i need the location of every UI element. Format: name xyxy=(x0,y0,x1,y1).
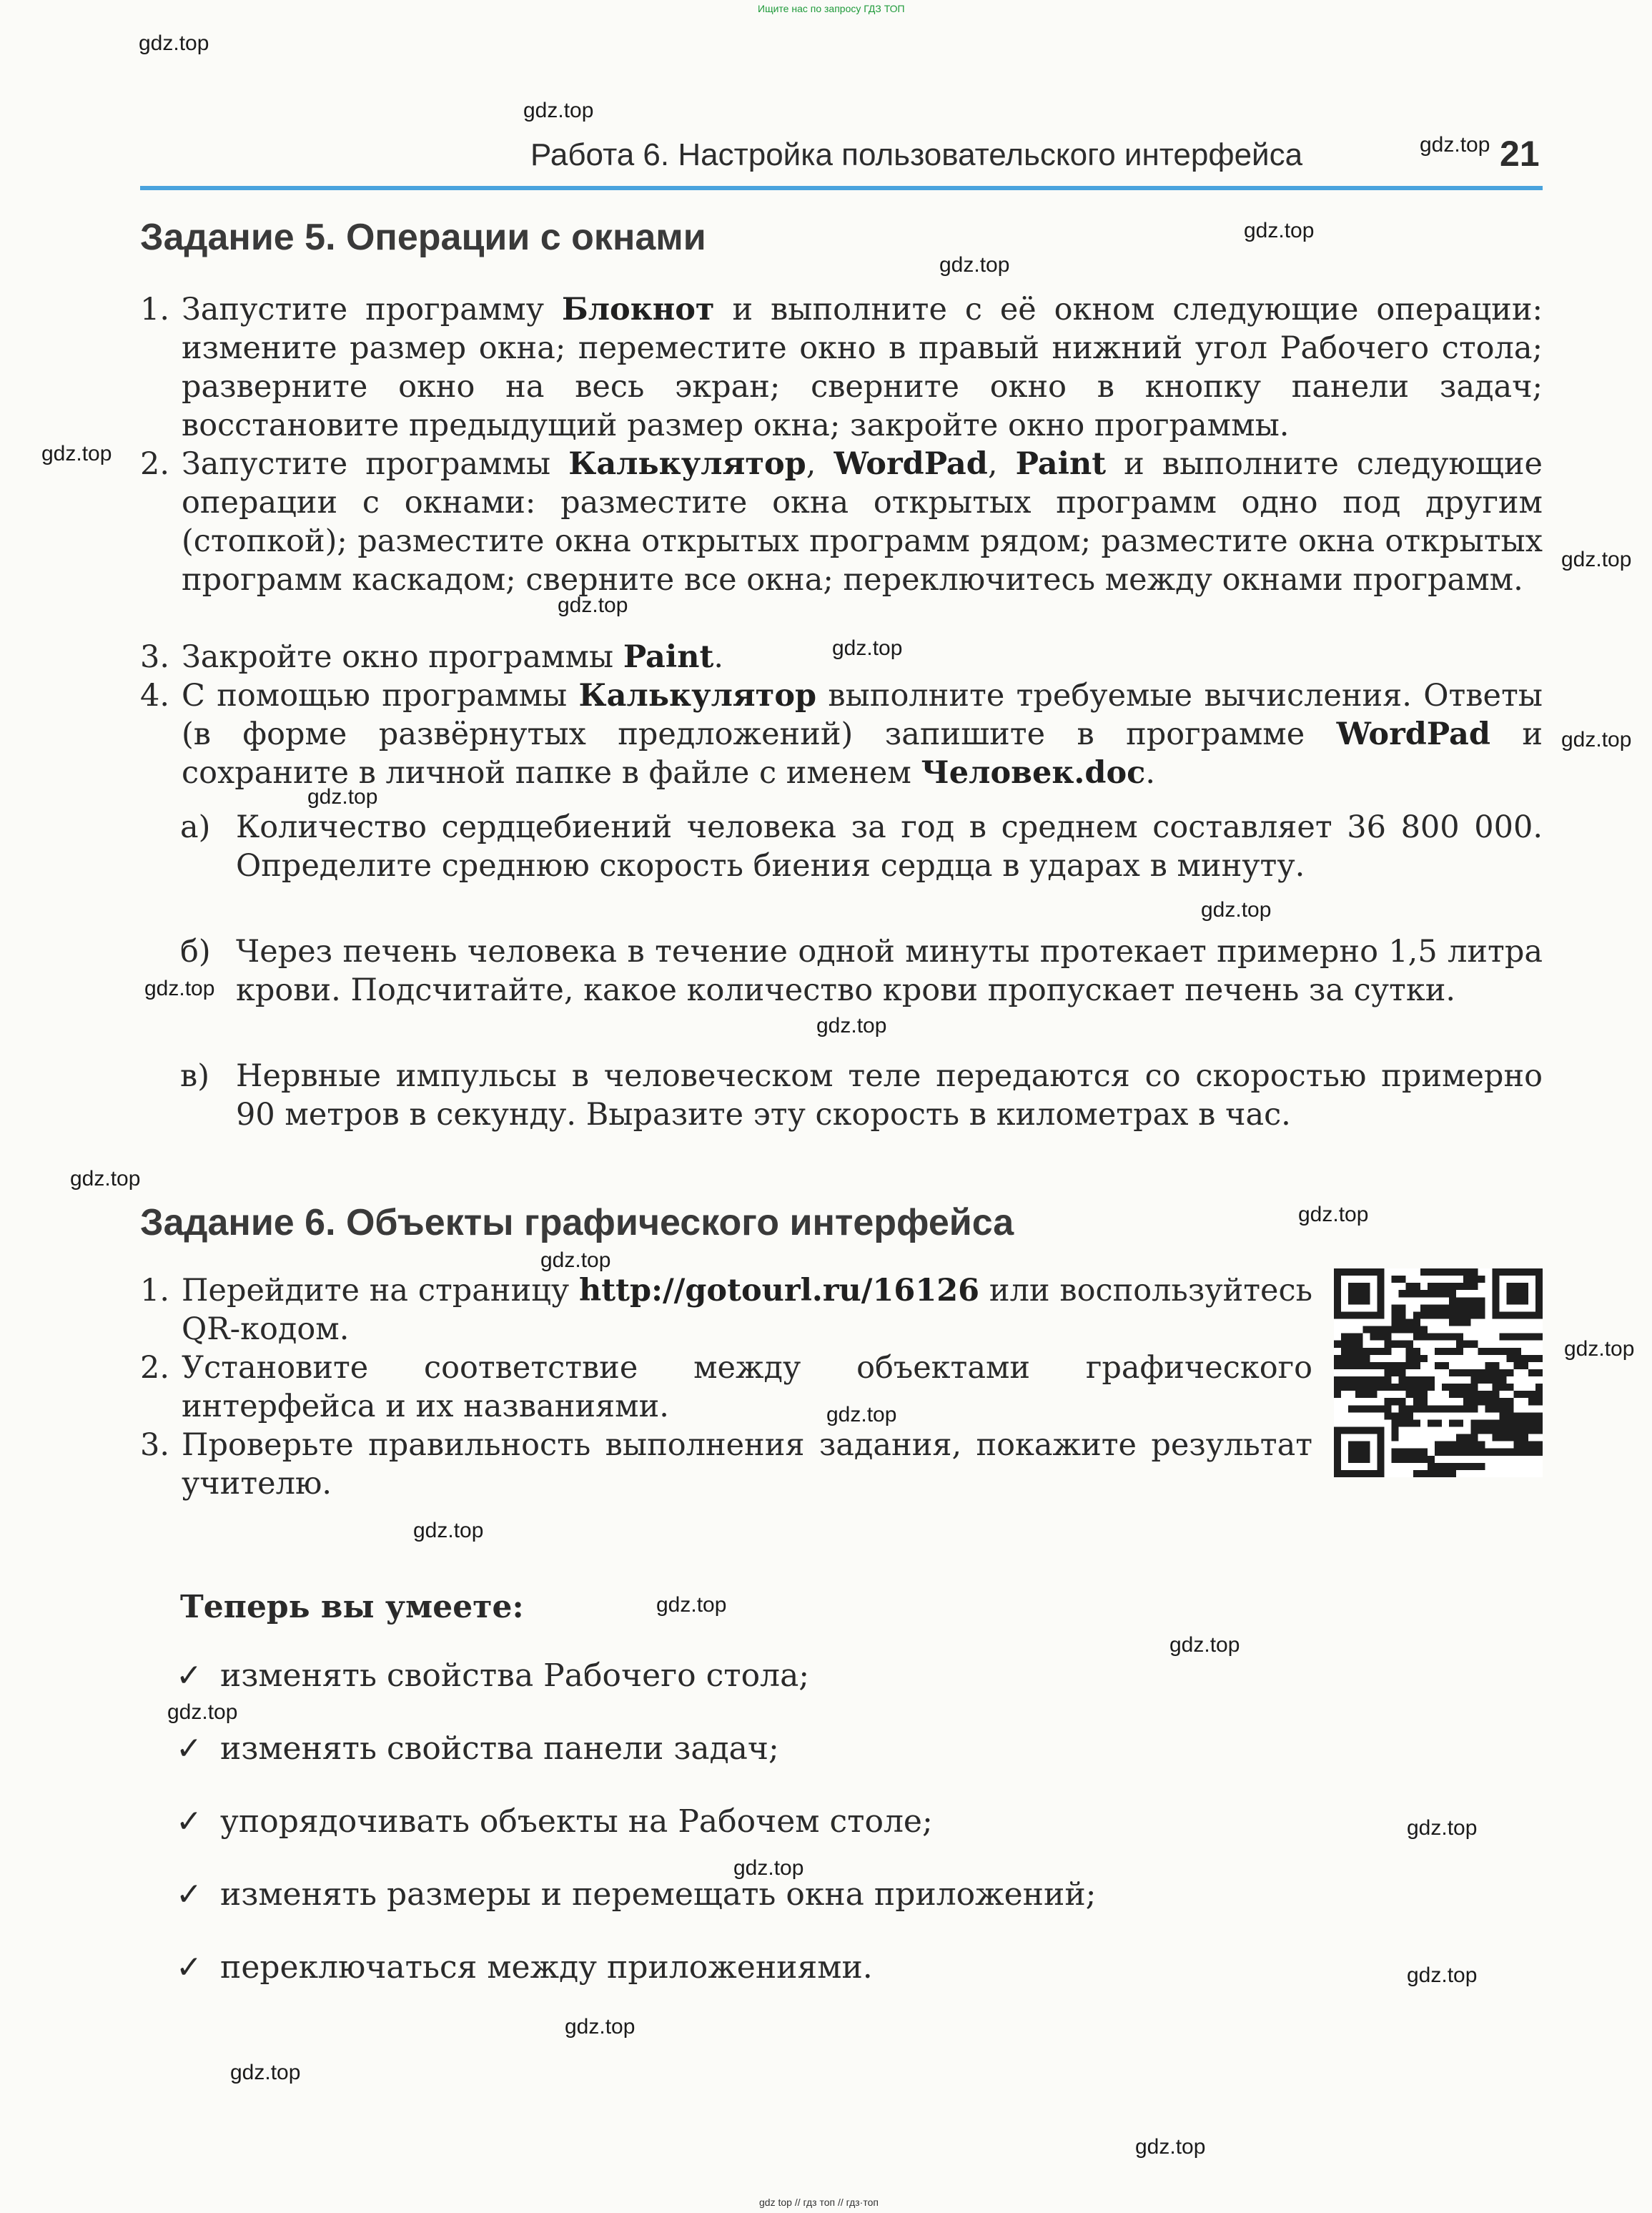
skill-text: переключаться между приложениями. xyxy=(220,1949,873,1986)
task5-subitem xyxy=(180,1057,1543,1134)
skill-text: изменять свойства Рабочего стола; xyxy=(220,1657,810,1694)
watermark: gdz.top xyxy=(523,99,594,122)
item-text: Запустите программу Блокнот и выполните с её окном следующие операции: измените размер окна; переместите окно в правый нижний угол Рабочего стола; разверните окно на весь экран; сверните окно в кнопку панели задач; восстановите предыдущий размер окна; закройте окно программы. xyxy=(182,292,1543,443)
watermark: gdz.top xyxy=(1201,898,1272,922)
item-number: 1. xyxy=(140,1273,170,1308)
checkmark-icon: ✓ xyxy=(176,1657,202,1694)
qr-code-image xyxy=(1334,1268,1543,1477)
task5-item xyxy=(140,290,1543,445)
watermark: gdz.top xyxy=(41,442,112,465)
watermark: gdz.top xyxy=(167,1700,238,1724)
watermark: gdz.top xyxy=(540,1248,611,1272)
watermark: gdz.top xyxy=(826,1403,897,1426)
skill-item xyxy=(176,1730,779,1767)
item-number: 3. xyxy=(140,639,170,675)
watermark: gdz.top xyxy=(1561,548,1632,571)
watermark: gdz.top xyxy=(939,253,1010,277)
header-rule xyxy=(140,186,1543,190)
task5-title: Задание 5. Операции с окнами xyxy=(140,217,706,258)
watermark: gdz.top xyxy=(832,636,903,660)
task5-item xyxy=(140,676,1543,792)
subitem-letter: а) xyxy=(180,809,211,845)
page-number: 21 xyxy=(1500,134,1540,174)
watermark: gdz.top xyxy=(70,1167,141,1191)
item-text: Проверьте правильность выполнения задания, покажите результат учителю. xyxy=(182,1427,1312,1502)
checkmark-icon: ✓ xyxy=(176,1803,202,1840)
watermark: gdz.top xyxy=(1407,1816,1478,1840)
item-number: 3. xyxy=(140,1427,170,1463)
watermark: gdz.top xyxy=(1298,1203,1369,1226)
skill-text: упорядочивать объекты на Рабочем столе; xyxy=(220,1803,933,1840)
task6-item xyxy=(140,1271,1312,1349)
watermark: gdz.top xyxy=(565,2015,635,2039)
watermark: gdz.top xyxy=(733,1856,804,1880)
watermark: gdz.top xyxy=(144,977,215,1000)
task5-subitem xyxy=(180,808,1543,885)
skill-item xyxy=(176,1803,933,1840)
watermark: gdz.top xyxy=(1169,1633,1240,1657)
checkmark-icon: ✓ xyxy=(176,1730,202,1767)
task6-item xyxy=(140,1349,1312,1426)
watermark: gdz.top xyxy=(1244,219,1315,242)
task6-title: Задание 6. Объекты графического интерфейса xyxy=(140,1202,1014,1243)
watermark: gdz.top xyxy=(139,31,209,55)
task6-item xyxy=(140,1426,1312,1503)
item-text: Перейдите на страницу http://gotourl.ru/16126 или воспользуйтесь QR-кодом. xyxy=(182,1273,1312,1347)
item-text: Запустите программы Калькулятор, WordPad, Paint и выполните следующие операции с окнами: разместите окна открытых программ одно под другим (стопкой); разместите окна открытых программ рядом; разместите окна открытых программ каскадом; сверните все окна; переключитесь между окнами программ. xyxy=(182,446,1543,598)
watermark: gdz.top xyxy=(816,1014,887,1038)
task5-item xyxy=(140,638,1543,676)
top-note: Ищите нас по запросу ГДЗ ТОП xyxy=(758,3,905,14)
watermark: gdz.top xyxy=(1407,1963,1478,1987)
skills-title: Теперь вы умеете: xyxy=(180,1589,524,1625)
item-number: 4. xyxy=(140,678,170,714)
checkmark-icon: ✓ xyxy=(176,1876,202,1913)
watermark: gdz.top xyxy=(413,1519,484,1542)
subitem-letter: в) xyxy=(180,1058,209,1094)
item-text: Установите соответствие между объектами графического интерфейса и их названиями. xyxy=(182,1350,1312,1424)
watermark: gdz.top xyxy=(230,2061,301,2084)
bottom-note: gdz top // гдз топ // гдз·топ xyxy=(759,2197,879,2208)
skill-item xyxy=(176,1876,1096,1913)
watermark: gdz.top xyxy=(656,1593,727,1617)
subitem-text: Через печень человека в течение одной минуты протекает примерно 1,5 литра крови. Подсчитайте, какое количество крови пропускает печень за сутки. xyxy=(236,934,1543,1008)
task5-subitem xyxy=(180,932,1543,1010)
checkmark-icon: ✓ xyxy=(176,1949,202,1986)
item-text: Закройте окно программы Paint. xyxy=(182,639,723,675)
task5-item xyxy=(140,445,1543,599)
skill-item xyxy=(176,1657,809,1694)
item-number: 2. xyxy=(140,446,170,482)
watermark: gdz.top xyxy=(307,785,378,809)
item-number: 2. xyxy=(140,1350,170,1386)
watermark: gdz.top xyxy=(1561,728,1632,751)
watermark: gdz.top xyxy=(1420,133,1490,157)
subitem-text: Количество сердцебиений человека за год в среднем составляет 36 800 000. Определите среднюю скорость биения сердца в ударах в минуту. xyxy=(236,809,1543,884)
subitem-text: Нервные импульсы в человеческом теле передаются со скоростью примерно 90 метров в секунду. Выразите эту скорость в километрах в час. xyxy=(236,1058,1543,1133)
skill-text: изменять свойства панели задач; xyxy=(220,1730,779,1767)
skill-text: изменять размеры и перемещать окна приложений; xyxy=(220,1876,1097,1913)
watermark: gdz.top xyxy=(1564,1337,1635,1361)
watermark: gdz.top xyxy=(558,593,628,617)
watermark: gdz.top xyxy=(1135,2135,1206,2159)
skill-item xyxy=(176,1949,873,1986)
subitem-letter: б) xyxy=(180,934,211,970)
running-header-title: Работа 6. Настройка пользовательского интерфейса xyxy=(530,137,1303,172)
item-number: 1. xyxy=(140,292,170,327)
item-text: С помощью программы Калькулятор выполните требуемые вычисления. Ответы (в форме развёрнутых предложений) запишите в программе WordPad и сохраните в личной папке в файле с именем Человек.doc. xyxy=(182,678,1543,791)
